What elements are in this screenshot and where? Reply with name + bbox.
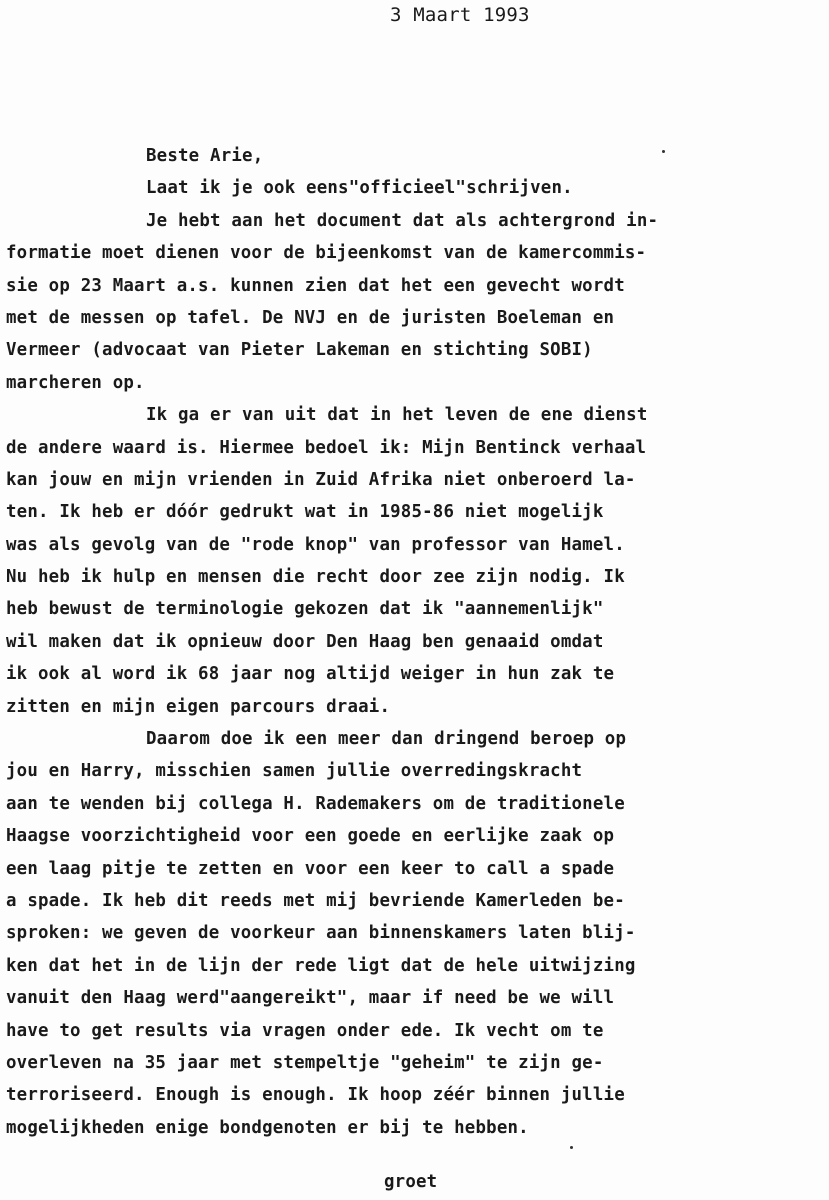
paper-speck bbox=[570, 1146, 573, 1149]
paper-speck bbox=[662, 150, 665, 153]
letter-line: Laat ik je ook eens"officieel"schrijven. bbox=[146, 178, 573, 199]
letter-line: Nu heb ik hulp en mensen die recht door zee zijn nodig. Ik bbox=[6, 567, 625, 588]
letter-line: Haagse voorzichtigheid voor een goede en eerlijke zaak op bbox=[6, 826, 615, 847]
letter-line: Vermeer (advocaat van Pieter Lakeman en stichting SOBI) bbox=[6, 340, 593, 361]
letter-line: ken dat het in de lijn der rede ligt dat de hele uitwijzing bbox=[6, 955, 636, 976]
letter-line: aan te wenden bij collega H. Rademakers om de traditionele bbox=[6, 793, 625, 814]
letter-line: sie op 23 Maart a.s. kunnen zien dat het een gevecht wordt bbox=[6, 275, 625, 296]
letter-line: wil maken dat ik opnieuw door Den Haag ben genaaid omdat bbox=[6, 631, 604, 652]
letter-line: Je hebt aan het document dat als achtergrond in- bbox=[146, 210, 659, 231]
letter-date: 3 Maart 1993 bbox=[390, 4, 530, 26]
letter-line: mogelijkheden enige bondgenoten er bij te hebben. bbox=[6, 1117, 529, 1138]
letter-line: kan jouw en mijn vrienden in Zuid Afrika niet onberoerd la- bbox=[6, 469, 636, 490]
letter-line: was als gevolg van de "rode knop" van professor van Hamel. bbox=[6, 534, 625, 555]
letter-line: met de messen op tafel. De NVJ en de juristen Boeleman en bbox=[6, 307, 615, 328]
closing: groet bbox=[384, 1172, 438, 1192]
letter-line: a spade. Ik heb dit reeds met mij bevriende Kamerleden be- bbox=[6, 890, 625, 911]
letter-line: marcheren op. bbox=[6, 372, 145, 393]
letter-line: have to get results via vragen onder ede. Ik vecht om te bbox=[6, 1020, 604, 1041]
letter-line: Ik ga er van uit dat in het leven de ene dienst bbox=[146, 405, 648, 426]
letter-line: heb bewust de terminologie gekozen dat ik "aannemenlijk" bbox=[6, 599, 604, 620]
letter-line: sproken: we geven de voorkeur aan binnenskamers laten blij- bbox=[6, 923, 636, 944]
letter-line: jou en Harry, misschien samen jullie overredingskracht bbox=[6, 761, 583, 782]
letter-line: formatie moet dienen voor de bijeenkomst van de kamercommis- bbox=[6, 243, 647, 264]
letter-line: de andere waard is. Hiermee bedoel ik: Mijn Bentinck verhaal bbox=[6, 437, 647, 458]
letter-line: Daarom doe ik een meer dan dringend beroep op bbox=[146, 729, 627, 750]
letter-line: terroriseerd. Enough is enough. Ik hoop zéér binnen jullie bbox=[6, 1085, 625, 1106]
letter-line: zitten en mijn eigen parcours draai. bbox=[6, 696, 391, 717]
letter-lines bbox=[6, 172, 826, 1144]
letter-line: vanuit den Haag werd"aangereikt", maar if need be we will bbox=[6, 988, 615, 1009]
letter-line: overleven na 35 jaar met stempeltje "geheim" te zijn ge- bbox=[6, 1052, 604, 1073]
letter-line: ik ook al word ik 68 jaar nog altijd weiger in hun zak te bbox=[6, 664, 615, 685]
salutation: Beste Arie, bbox=[146, 146, 264, 166]
letter-body bbox=[6, 140, 826, 1144]
letter-line: een laag pitje te zetten en voor een keer to call a spade bbox=[6, 858, 615, 879]
letter-line: ten. Ik heb er dóór gedrukt wat in 1985-86 niet mogelijk bbox=[6, 502, 604, 523]
